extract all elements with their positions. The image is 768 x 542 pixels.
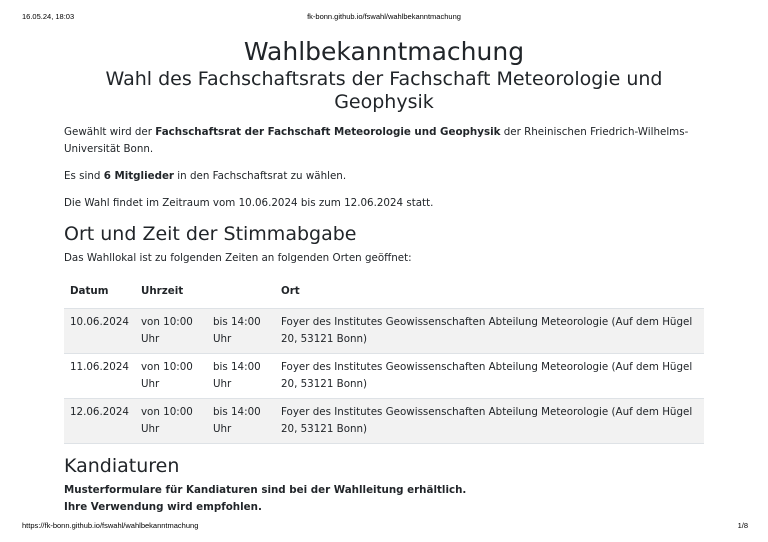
table-row <box>64 399 704 444</box>
candidacy-recommendation: Ihre Verwendung wird empfohlen. <box>64 501 262 513</box>
page-number: 1/8 <box>737 521 748 530</box>
table-cell: von 10:00 Uhr <box>135 309 207 354</box>
print-url: fk-bonn.github.io/fswahl/wahlbekanntmachung <box>307 12 461 21</box>
section-heading-voting: Ort und Zeit der Stimmabgabe <box>64 223 357 245</box>
table-row <box>64 354 704 399</box>
table-cell: 10.06.2024 <box>64 309 135 354</box>
col-header: Uhrzeit <box>140 285 184 297</box>
table-cell: Foyer des Institutes Geowissenschaften Abteilung Meteorologie (Auf dem Hügel 20, 53121 Bonn) <box>275 399 704 444</box>
table-cell: von 10:00 Uhr <box>135 354 207 399</box>
document-body <box>64 36 704 516</box>
table-cell: Foyer des Institutes Geowissenschaften Abteilung Meteorologie (Auf dem Hügel 20, 53121 Bonn) <box>275 309 704 354</box>
section-text: Das Wahllokal ist zu folgenden Zeiten an folgenden Orten geöffnet: <box>64 252 412 264</box>
table-cell: 12.06.2024 <box>64 399 135 444</box>
col-header: Datum <box>70 285 109 297</box>
section-heading-candidacies: Kandiaturen <box>64 455 180 477</box>
candidacy-note: Musterformulare für Kandiaturen sind bei der Wahlleitung erhältlich. <box>64 484 467 496</box>
schedule-table <box>64 279 704 444</box>
table-cell: bis 14:00 Uhr <box>207 354 275 399</box>
page-title: Wahlbekanntmachung <box>243 37 525 66</box>
members-paragraph: Es sind 6 Mitglieder in den Fachschaftsrat zu wählen. <box>64 170 347 182</box>
footer-url: https://fk-bonn.github.io/fswahl/wahlbekanntmachung <box>22 521 199 530</box>
table-cell: von 10:00 Uhr <box>135 399 207 444</box>
page-subtitle: Wahl des Fachschaftsrats der Fachschaft Meteorologie und Geophysik <box>105 68 663 113</box>
print-datetime: 16.05.24, 18:03 <box>22 12 75 21</box>
period-paragraph: Die Wahl findet im Zeitraum vom 10.06.2024 bis zum 12.06.2024 statt. <box>64 197 434 209</box>
col-header <box>207 279 275 309</box>
table-row <box>64 309 704 354</box>
intro-paragraph: Gewählt wird der Fachschaftsrat der Fachschaft Meteorologie und Geophysik der Rheinischen Friedrich-Wilhelms-Universität Bonn. <box>64 126 689 155</box>
table-cell: Foyer des Institutes Geowissenschaften Abteilung Meteorologie (Auf dem Hügel 20, 53121 Bonn) <box>275 354 704 399</box>
table-cell: bis 14:00 Uhr <box>207 309 275 354</box>
table-cell: bis 14:00 Uhr <box>207 399 275 444</box>
col-header: Ort <box>280 285 300 297</box>
table-cell: 11.06.2024 <box>64 354 135 399</box>
